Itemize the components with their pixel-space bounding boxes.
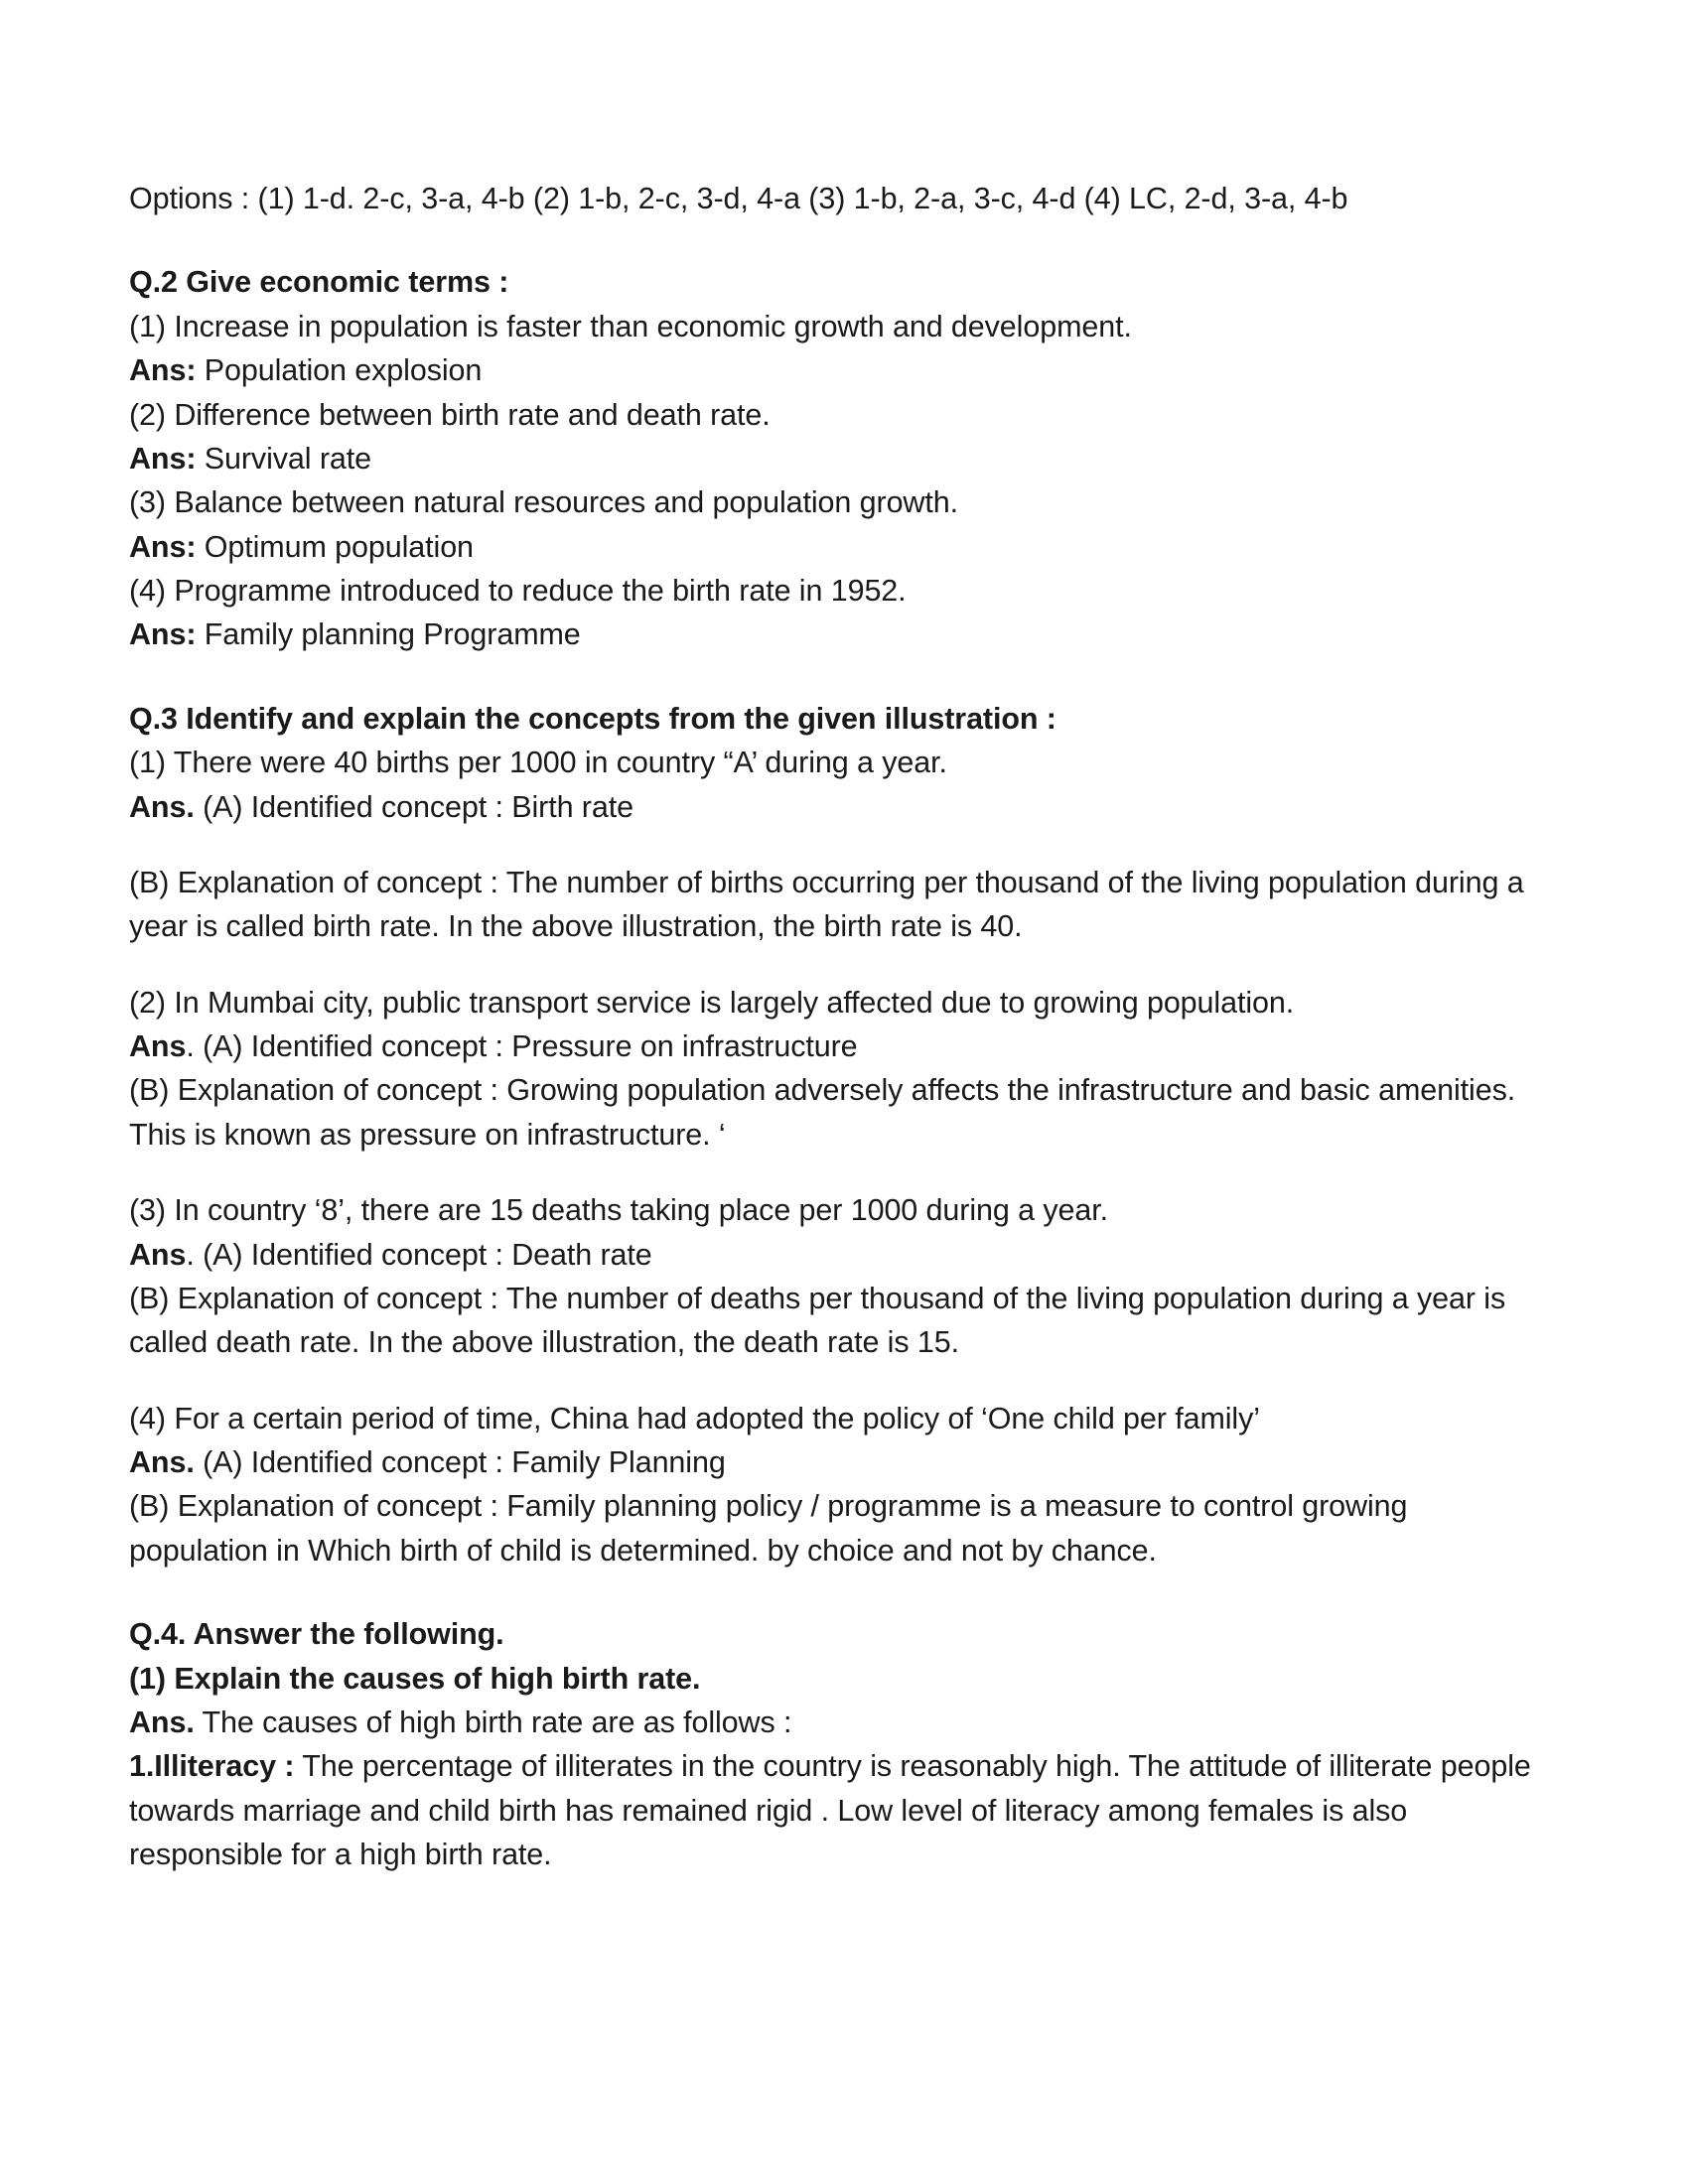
spacer: [129, 1157, 1539, 1188]
spacer: [129, 829, 1539, 861]
ans-text: (A) Identified concept : Family Planning: [194, 1445, 726, 1479]
q3-item-4-question: (4) For a certain period of time, China had adopted the policy of ‘One child per family’: [129, 1401, 1260, 1435]
ans-text: . (A) Identified concept : Pressure on infrastructure: [186, 1029, 858, 1063]
q2-item-1-answer: [129, 348, 1539, 392]
ans-text: Survival rate: [196, 441, 371, 476]
q4-sub-heading: (1) Explain the causes of high birth rate.: [129, 1661, 701, 1696]
q2-item-3-answer: [129, 525, 1539, 569]
q4-point-illiteracy: [129, 1744, 1539, 1876]
q2-item-3-question: (3) Balance between natural resources and population growth.: [129, 485, 958, 520]
ans-label: Ans: [129, 1029, 187, 1063]
ans-text: The causes of high birth rate are as follows :: [194, 1705, 792, 1739]
q2-heading: Q.2 Give economic terms :: [129, 265, 509, 300]
q2-item-2-answer: [129, 437, 1539, 480]
q3-item-1-question: (1) There were 40 births per 1000 in country “A’ during a year.: [129, 746, 947, 780]
ans-label: Ans.: [129, 789, 195, 824]
q3-item-1-answer: [129, 785, 1539, 829]
point-text: The percentage of illiterates in the country is reasonably high. The attitude of illiterate people towards marriage and child birth has remained rigid . Low level of literacy among females is also responsible for a high birth rate.: [129, 1749, 1531, 1871]
q3-item-3-explanation: (B) Explanation of concept : The number of deaths per thousand of the living population during a year is called death rate. In the above illustration, the death rate is 15.: [129, 1281, 1506, 1360]
ans-text: Optimum population: [196, 529, 474, 564]
ans-text: . (A) Identified concept : Death rate: [186, 1237, 652, 1272]
spacer: [129, 220, 1539, 260]
q3-heading: Q.3 Identify and explain the concepts from the given illustration :: [129, 701, 1056, 736]
spacer: [129, 1572, 1539, 1612]
ans-label: Ans:: [129, 441, 197, 476]
ans-label: Ans:: [129, 529, 197, 564]
q3-item-3-question: (3) In country ‘8’, there are 15 deaths taking place per 1000 during a year.: [129, 1193, 1108, 1228]
q3-item-1-explanation: (B) Explanation of concept : The number of births occurring per thousand of the living population during a year is called birth rate. In the above illustration, the birth rate is 40.: [129, 865, 1524, 944]
q3-item-2-question: (2) In Mumbai city, public transport service is largely affected due to growing population.: [129, 985, 1295, 1020]
q2-item-1-question: (1) Increase in population is faster than economic growth and development.: [129, 309, 1132, 343]
q4-heading: Q.4. Answer the following.: [129, 1617, 504, 1652]
ans-text: (A) Identified concept : Birth rate: [194, 789, 633, 824]
spacer: [129, 1365, 1539, 1397]
q3-item-2-explanation: (B) Explanation of concept : Growing population adversely affects the infrastructure and basic amenities. This is known as pressure on infrastructure. ‘: [129, 1073, 1516, 1152]
ans-label: Ans: [129, 1237, 187, 1272]
q2-item-2-question: (2) Difference between birth rate and death rate.: [129, 397, 771, 432]
options-line: Options : (1) 1-d. 2-c, 3-a, 4-b (2) 1-b, 2-c, 3-d, 4-a (3) 1-b, 2-a, 3-c, 4-d (4) LC, 2-d, 3-a, 4-b: [129, 182, 1348, 215]
ans-text: Population explosion: [196, 353, 483, 388]
q2-item-4-question: (4) Programme introduced to reduce the birth rate in 1952.: [129, 574, 907, 608]
point-label: 1.Illiteracy :: [129, 1749, 295, 1784]
q3-item-2-answer: [129, 1024, 1539, 1068]
q2-item-4-answer: [129, 613, 1539, 656]
q3-item-3-answer: [129, 1233, 1539, 1277]
spacer: [129, 949, 1539, 981]
ans-label: Ans.: [129, 1705, 195, 1739]
document-body: [129, 177, 1539, 1876]
q3-item-4-answer: [129, 1440, 1539, 1484]
q3-item-4-explanation: (B) Explanation of concept : Family planning policy / programme is a measure to control growing population in Which birth of child is determined. by choice and not by chance.: [129, 1489, 1408, 1568]
ans-label: Ans.: [129, 1445, 195, 1479]
ans-text: Family planning Programme: [196, 617, 581, 652]
q4-answer: [129, 1701, 1539, 1744]
spacer: [129, 657, 1539, 697]
ans-label: Ans:: [129, 617, 197, 652]
ans-label: Ans:: [129, 353, 197, 388]
